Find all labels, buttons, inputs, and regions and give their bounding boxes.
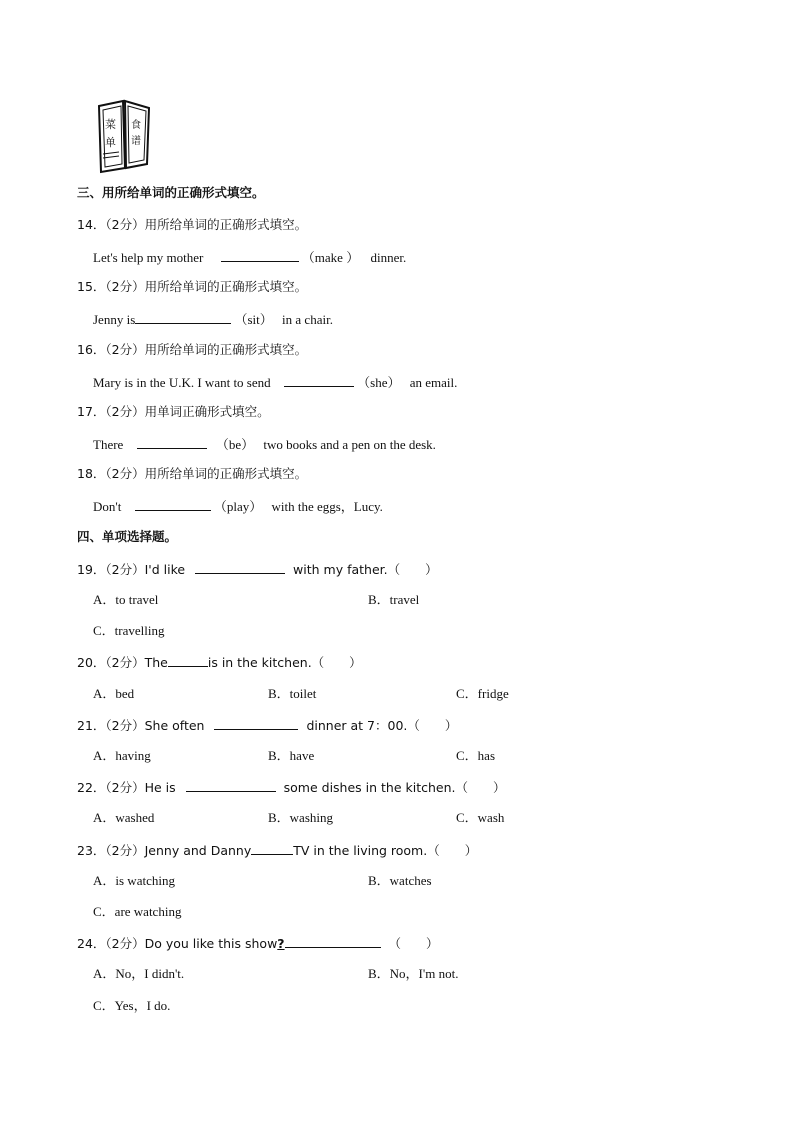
question-17-sentence: There （be） two books and a pen on the desk. <box>93 437 436 452</box>
answer-blank[interactable] <box>186 779 276 792</box>
question-15-sentence: Jenny is （sit） in a chair. <box>93 312 333 327</box>
section-3-title: 三、用所给单词的正确形式填空。 <box>77 185 265 200</box>
answer-blank[interactable] <box>168 654 208 667</box>
answer-blank[interactable] <box>214 717 298 730</box>
answer-blank[interactable] <box>285 935 381 948</box>
question-14-sentence: Let's help my mother （make ） dinner. <box>93 250 407 265</box>
option-22-c[interactable]: C．wash <box>456 810 505 825</box>
sign-char-3: 食 <box>131 120 141 131</box>
question-18-stem: 18．（2分）用所给单词的正确形式填空。 <box>77 466 308 481</box>
question-18-sentence: Don't （play） with the eggs，Lucy. <box>93 499 383 514</box>
answer-blank[interactable] <box>221 249 299 262</box>
option-21-b[interactable]: B．have <box>268 748 315 763</box>
option-24-a[interactable]: A．No，I didn't. <box>93 966 185 981</box>
question-22-stem: 22．（2分）He is some dishes in the kitchen.（ ） <box>77 780 506 795</box>
option-21-a[interactable]: A．having <box>93 748 151 763</box>
question-20-stem: 20．（2分）The is in the kitchen.（ ） <box>77 655 362 670</box>
question-16-sentence: Mary is in the U.K. I want to send （she） an email. <box>93 375 458 390</box>
option-24-c[interactable]: C．Yes，I do. <box>93 998 171 1013</box>
question-16-stem: 16．（2分）用所给单词的正确形式填空。 <box>77 342 308 357</box>
option-20-c[interactable]: C．fridge <box>456 686 509 701</box>
answer-blank[interactable] <box>195 561 285 574</box>
option-20-a[interactable]: A．bed <box>93 686 135 701</box>
question-21-stem: 21．（2分）She often dinner at 7：00.（ ） <box>77 718 458 733</box>
option-21-c[interactable]: C．has <box>456 748 496 763</box>
question-23-stem: 23．（2分）Jenny and Danny TV in the living room.（ ） <box>77 843 478 858</box>
option-19-c[interactable]: C．travelling <box>93 623 165 638</box>
answer-blank[interactable] <box>135 311 231 324</box>
option-22-b[interactable]: B．washing <box>268 810 334 825</box>
menu-sign-illustration <box>95 98 153 174</box>
sign-char-1: 菜 <box>105 118 116 131</box>
question-24-stem: 24．（2分）Do you like this show? （ ） <box>77 936 439 951</box>
option-19-a[interactable]: A．to travel <box>93 592 159 607</box>
option-19-b[interactable]: B．travel <box>368 592 420 607</box>
option-22-a[interactable]: A．washed <box>93 810 155 825</box>
option-23-a[interactable]: A．is watching <box>93 873 175 888</box>
question-mark: ? <box>277 936 285 951</box>
section-4-title: 四、单项选择题。 <box>77 529 178 544</box>
option-24-b[interactable]: B．No，I'm not. <box>368 966 459 981</box>
answer-blank[interactable] <box>284 374 354 387</box>
question-17-stem: 17．（2分）用单词正确形式填空。 <box>77 404 270 419</box>
option-23-b[interactable]: B．watches <box>368 873 432 888</box>
question-19-stem: 19．（2分）I'd like with my father.（ ） <box>77 562 438 577</box>
option-20-b[interactable]: B．toilet <box>268 686 317 701</box>
option-23-c[interactable]: C．are watching <box>93 904 182 919</box>
question-14-stem: 14．（2分）用所给单词的正确形式填空。 <box>77 217 308 232</box>
answer-blank[interactable] <box>251 842 293 855</box>
sign-char-2: 单 <box>105 136 116 149</box>
answer-blank[interactable] <box>135 498 211 511</box>
sign-char-4: 谱 <box>131 136 141 147</box>
question-15-stem: 15．（2分）用所给单词的正确形式填空。 <box>77 279 308 294</box>
answer-blank[interactable] <box>137 436 207 449</box>
